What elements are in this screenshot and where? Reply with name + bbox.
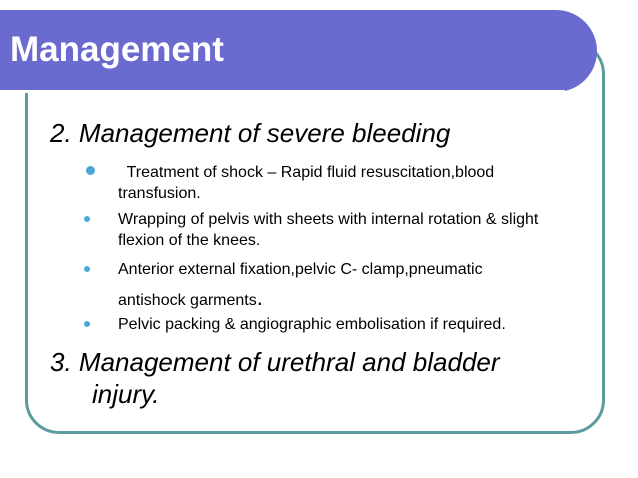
- heading-severe-bleeding: 2. Management of severe bleeding: [50, 118, 451, 148]
- bullet-text-fixation-cont: antishock garments.: [118, 285, 263, 310]
- bullet-text-packing: Pelvic packing & angiographic embolisation if required.: [118, 316, 506, 333]
- bullet-icon: [86, 166, 95, 175]
- bullet-text-fixation: Anterior external fixation,pelvic C- clamp,pneumatic: [118, 261, 483, 278]
- bullet-icon: [84, 321, 90, 327]
- bullet-icon: [84, 216, 90, 222]
- bullet-text-wrapping: Wrapping of pelvis with sheets with internal rotation & slight flexion of the knees.: [118, 211, 539, 249]
- bullet-icon: [84, 266, 90, 272]
- heading-urethral-bladder-cont: injury.: [92, 379, 160, 409]
- title-underline: [0, 90, 565, 93]
- slide-title: Management: [10, 30, 224, 69]
- heading-urethral-bladder: 3. Management of urethral and bladder: [50, 347, 500, 377]
- bullet-text-shock: Treatment of shock – Rapid fluid resuscitation,blood transfusion.: [118, 164, 495, 202]
